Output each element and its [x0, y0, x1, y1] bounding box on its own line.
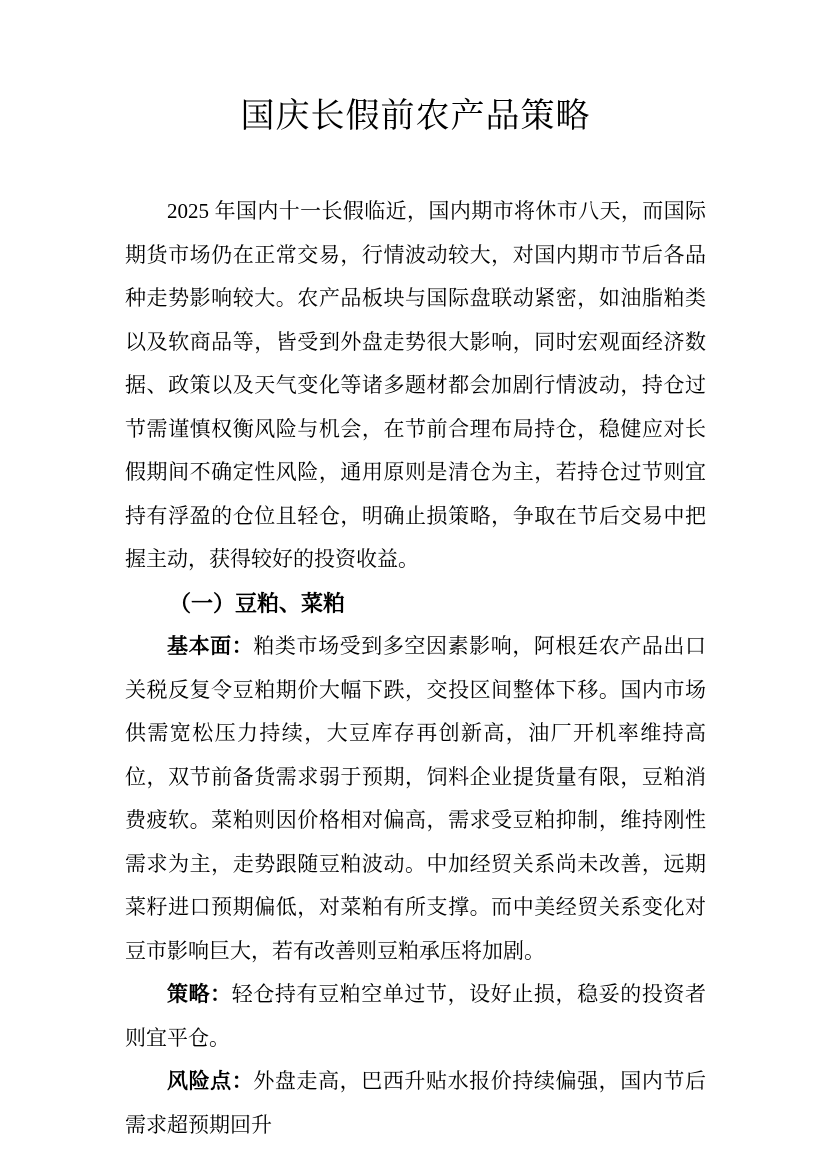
fundamentals-paragraph	[125, 625, 706, 973]
strategy-paragraph	[125, 973, 706, 1060]
risk-paragraph	[125, 1060, 706, 1147]
intro-paragraph: 2025 年国内十一长假临近，国内期市将休市八天，而国际期货市场仍在正常交易，行情波动较大，对国内期市节后各品种走势影响较大。农产品板块与国际盘联动紧密，如油脂粕类以及软商品等，皆受到外盘走势很大影响，同时宏观面经济数据、政策以及天气变化等诸多题材都会加剧行情波动，持仓过节需谨慎权衡风险与机会，在节前合理布局持仓，稳健应对长假期间不确定性风险，通用原则是清仓为主，若持仓过节则宜持有浮盈的仓位且轻仓，明确止损策略，争取在节后交易中把握主动，获得较好的投资收益。	[125, 199, 706, 571]
document-title: 国庆长假前农产品策略	[240, 98, 591, 135]
document-content	[125, 0, 706, 1147]
section-1-heading: （一）豆粕、菜粕	[169, 590, 346, 616]
fundamentals-text: 粕类市场受到多空因素影响，阿根廷农产品出口关税反复令豆粕期价大幅下跌，交投区间整体下移。国内市场供需宽松压力持续，大豆库存再创新高，油厂开机率维持高位，双节前备货需求弱于预期，饲料企业提货量有限，豆粕消费疲软。菜粕则因价格相对偏高，需求受豆粕抑制，维持刚性需求为主，走势跟随豆粕波动。中加经贸关系尚未改善，远期菜籽进口预期偏低，对菜粕有所支撑。而中美经贸关系变化对豆市影响巨大，若有改善则豆粕承压将加剧。	[125, 634, 707, 963]
fundamentals-label: 基本面：	[167, 634, 254, 658]
strategy-label: 策略：	[167, 982, 232, 1006]
risk-label: 风险点：	[167, 1069, 254, 1093]
risk-text: 外盘走高，巴西升贴水报价持续偏强，国内节后需求超预期回升	[125, 1069, 707, 1137]
strategy-text: 轻仓持有豆粕空单过节，设好止损，稳妥的投资者则宜平仓。	[125, 982, 706, 1050]
